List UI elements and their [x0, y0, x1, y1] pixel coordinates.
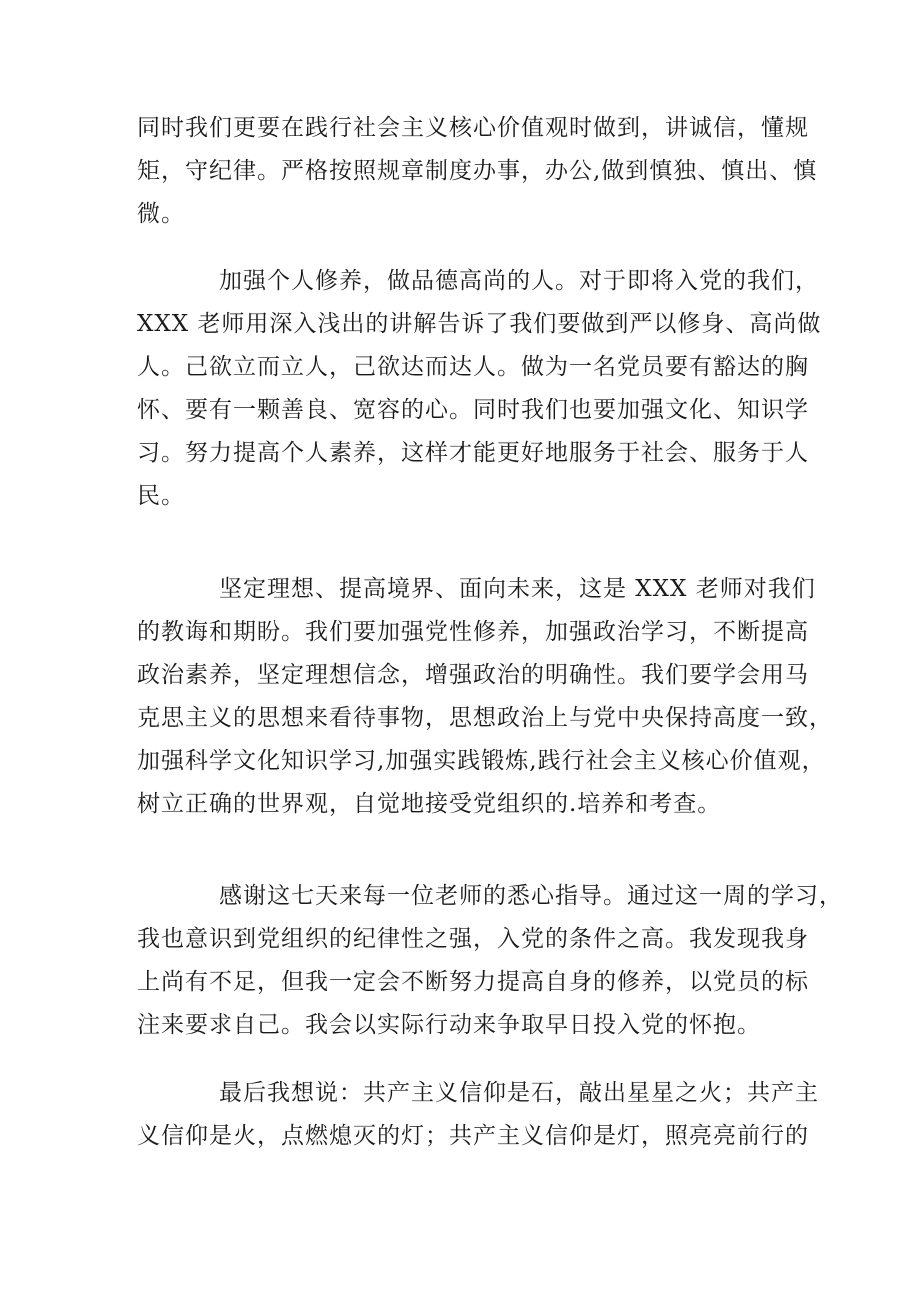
text-line: 我也意识到党组织的纪律性之强，入党的条件之高。我发现我身	[137, 926, 809, 952]
text-line: 怀、要有一颗善良、宽容的心。同时我们也要加强文化、知识学	[137, 397, 809, 423]
text-line: 坚定理想、提高境界、面向未来，这是 XXX 老师对我们	[219, 576, 816, 602]
paragraph-2	[137, 260, 822, 518]
text-line: 加强个人修养，做品德高尚的人。对于即将入党的我们，	[219, 268, 819, 294]
text-line: 的教诲和期盼。我们要加强党性修养，加强政治学习，不断提高	[137, 619, 809, 645]
text-line: 人。己欲立而立人，己欲达而达人。做为一名党员要有豁达的胸	[137, 354, 809, 380]
text-line: 最后我想说：共产主义信仰是石，敲出星星之火；共产主	[219, 1080, 819, 1106]
paragraph-5	[137, 1072, 819, 1158]
text-line: 注来要求自己。我会以实际行动来争取早日投入党的怀抱。	[137, 1012, 761, 1038]
paragraph-3	[137, 568, 833, 826]
text-line: 政治素养，坚定理想信念，增强政治的明确性。我们要学会用马	[137, 662, 809, 688]
text-line: 微。	[137, 201, 185, 227]
text-line: 树立正确的世界观，自觉地接受党组织的.培养和考查。	[137, 791, 722, 817]
text-line: 加强科学文化知识学习,加强实践锻炼,践行社会主义核心价值观，	[137, 748, 826, 774]
text-line: 矩，守纪律。严格按照规章制度办事，办公,做到慎独、慎出、慎	[137, 158, 818, 184]
paragraph-4	[137, 875, 843, 1047]
text-line: 习。努力提高个人素养，这样才能更好地服务于社会、服务于人	[137, 440, 809, 466]
text-line: 感谢这七天来每一位老师的悉心指导。通过这一周的学习，	[219, 883, 843, 909]
text-line: 同时我们更要在践行社会主义核心价值观时做到，讲诚信，懂规	[137, 115, 809, 141]
text-line: 克思主义的思想来看待事物，思想政治上与党中央保持高度一致，	[137, 705, 833, 731]
text-line: 民。	[137, 483, 185, 509]
text-line: 义信仰是火，点燃熄灭的灯；共产主义信仰是灯，照亮亮前行的	[137, 1123, 809, 1149]
text-line: XXX 老师用深入浅出的讲解告诉了我们要做到严以修身、高尚做	[137, 311, 822, 337]
paragraph-1	[137, 107, 818, 236]
text-line: 上尚有不足，但我一定会不断努力提高自身的修养，以党员的标	[137, 969, 809, 995]
